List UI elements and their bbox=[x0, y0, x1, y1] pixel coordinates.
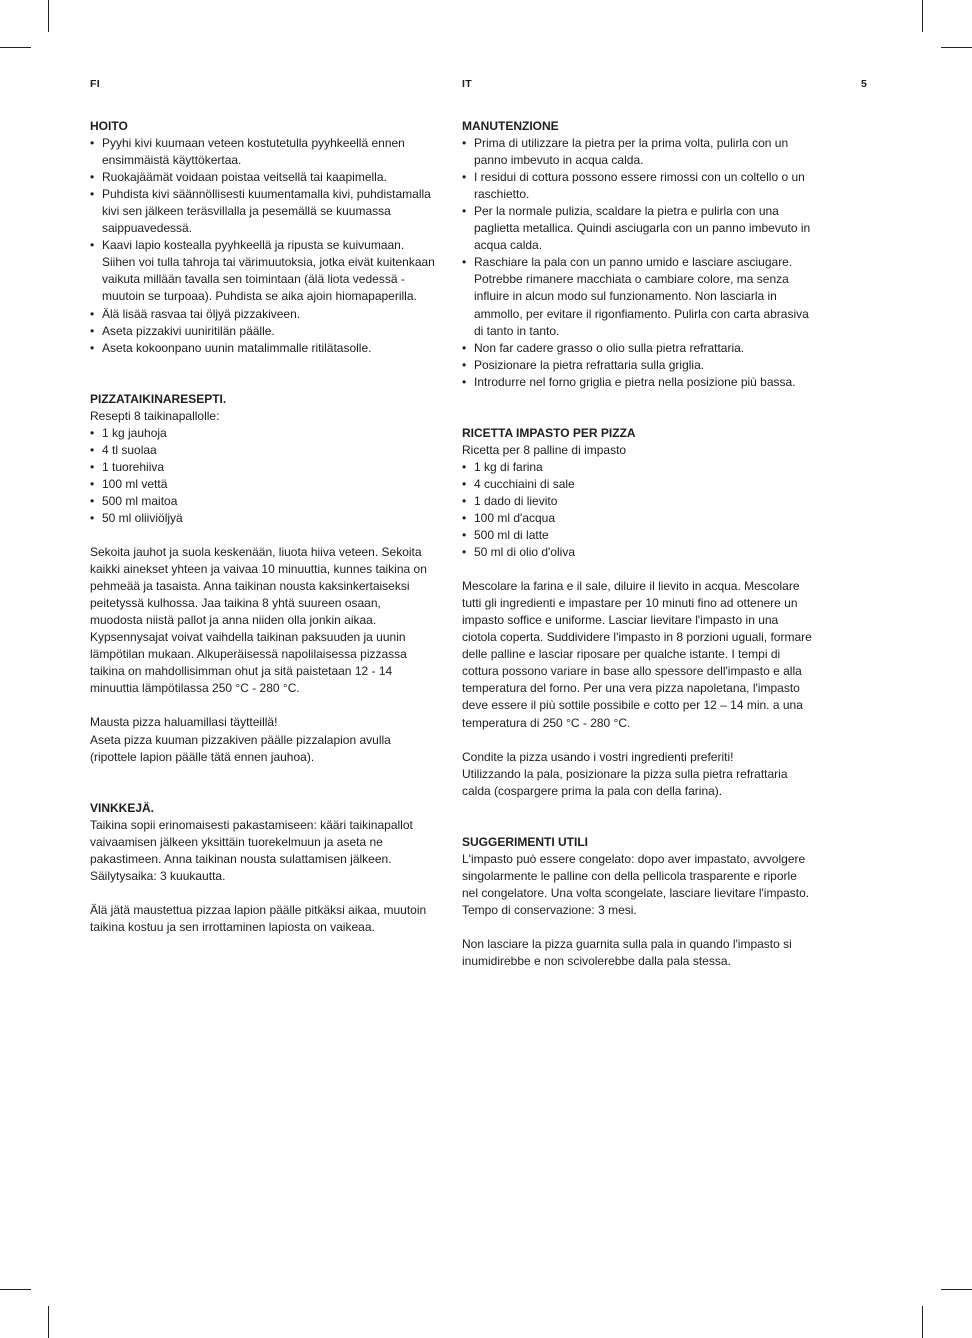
recipe-intro: Resepti 8 taikinapallolle: bbox=[90, 408, 220, 423]
list-item: • Aseta pizzakivi uuniritilän päälle. bbox=[90, 323, 435, 340]
crop-mark bbox=[941, 1289, 972, 1290]
crop-mark bbox=[48, 0, 49, 32]
recipe-intro: Ricetta per 8 palline di impasto bbox=[462, 442, 627, 457]
language-label-fi: FI bbox=[90, 78, 100, 90]
list-item: • 500 ml di latte bbox=[462, 527, 812, 544]
ingredient-list bbox=[90, 425, 435, 527]
recipe-serving bbox=[90, 714, 435, 765]
crop-mark bbox=[922, 0, 923, 32]
list-item: • 50 ml di olio d'oliva bbox=[462, 544, 812, 561]
tip-paragraph: L'impasto può essere congelato: dopo aver impastato, avvolgere singolarmente le palline con della pellicola trasparente e riporle nel congelatore. Una volta scongelate, lasciare lievitare l'impasto. Tempo di conservazione: 3 mesi. bbox=[462, 851, 810, 917]
crop-mark bbox=[48, 1306, 49, 1338]
list-item: • 1 dado di lievito bbox=[462, 493, 812, 510]
list-item: • Aseta kokoonpano uunin matalimmalle ritilätasolle. bbox=[90, 340, 435, 357]
list-item: • Kaavi lapio kostealla pyyhkeellä ja ripusta se kuivumaan. Siihen voi tulla tahroja tai värimuutoksia, jotka eivät kuitenkaan vaikuta millään tavalla sen toimintaan (älä liota vedessä - muutoin se turpoaa). Puhdista se aika ajoin hiomapaperilla. bbox=[90, 237, 435, 305]
list-item: • 500 ml maitoa bbox=[90, 493, 435, 510]
section-tips bbox=[90, 800, 435, 936]
list-item: • Puhdista kivi säännöllisesti kuumentamalla kivi, puhdistamalla kivi sen jälkeen teräsvillalla ja pesemällä se kuumassa saippuavedessä. bbox=[90, 186, 435, 237]
list-item: • Pyyhi kivi kuumaan veteen kostutetulla pyyhkeellä ennen ensimmäistä käyttökertaa. bbox=[90, 135, 435, 169]
recipe-method: Mescolare la farina e il sale, diluire il lievito in acqua. Mescolare tutti gli ingredienti e impastare per 10 minuti fino ad ottenere un impasto soffice e uniforme. Lasciar lievitare l'impasto in una ciotola coperta. Suddividere l'impasto in 8 porzioni uguali, formare delle palline e lasciar riposare per qualche istante. I tempi di cottura possono variare in base allo spessore dell'impasto e alla temperatura del forno. Per una vera pizza napoletana, l'impasto deve essere il più sottile possibile e cotto per 12 – 14 min. a una temperatura di 250 °C - 280 °C. bbox=[462, 579, 812, 730]
list-item: • 1 kg jauhoja bbox=[90, 425, 435, 442]
list-item: • 1 tuorehiiva bbox=[90, 459, 435, 476]
language-label-it: IT bbox=[462, 78, 472, 90]
list-item: • 50 ml oliiviöljyä bbox=[90, 510, 435, 527]
list-item: • Non far cadere grasso o olio sulla pietra refrattaria. bbox=[462, 340, 812, 357]
list-item: • 100 ml d'acqua bbox=[462, 510, 812, 527]
crop-mark bbox=[922, 1306, 923, 1338]
list-item: • Posizionare la pietra refrattaria sulla griglia. bbox=[462, 357, 812, 374]
crop-mark bbox=[941, 47, 972, 48]
section-title: HOITO bbox=[90, 119, 128, 133]
serving-line: Aseta pizza kuuman pizzakiven päälle pizzalapion avulla (ripottele lapion päälle tätä ennen jauhoa). bbox=[90, 732, 391, 764]
section-tips bbox=[462, 834, 812, 970]
list-item: • Raschiare la pala con un panno umido e lasciare asciugare. Potrebbe rimanere macchiata o cambiare colore, ma senza influire in alcun modo sul funzionamento. Non lasciarla in ammollo, per evitare il rigonfiamento. Pulirla con carta abrasiva di tanto in tanto. bbox=[462, 254, 812, 339]
ingredient-list bbox=[462, 459, 812, 561]
list-item: • I residui di cottura possono essere rimossi con un coltello o un raschietto. bbox=[462, 169, 812, 203]
serving-line: Mausta pizza haluamillasi täytteillä! bbox=[90, 715, 278, 730]
section-title: MANUTENZIONE bbox=[462, 119, 559, 133]
section-title: SUGGERIMENTI UTILI bbox=[462, 834, 588, 849]
care-list bbox=[462, 135, 812, 391]
crop-mark bbox=[0, 1289, 31, 1290]
tip-paragraph: Taikina sopii erinomaisesti pakastamiseen: kääri taikinapallot vaivaamisen jälkeen yksittäin tuorekelmuun ja aseta ne pakastimeen. Anna taikinan nousta sulattamisen jälkeen. Säilytysaika: 3 kuukautta. bbox=[90, 817, 413, 883]
section-recipe bbox=[462, 425, 812, 800]
list-item: • Introdurre nel forno griglia e pietra nella posizione più bassa. bbox=[462, 374, 812, 391]
recipe-method: Sekoita jauhot ja suola keskenään, liuota hiiva veteen. Sekoita kaikki ainekset yhteen ja vaivaa 10 minuuttia, kunnes taikina on pehmeää ja tasaista. Anna taikinan nousta kaksinkertaiseksi peitetyssä kulhossa. Jaa taikina 8 yhtä suureen osaan, muodosta niistä pallot ja anna niiden olla jonkin aikaa. Kypsennysajat voivat vaihdella taikinan paksuuden ja uunin lämpötilan mukaan. Alkuperäisessä napolilaisessa pizzassa taikina on mahdollisimman ohut ja sitä paistetaan 12 - 14 minuuttia lämpötilassa 250 °C - 280 °C. bbox=[90, 545, 427, 696]
tip-paragraph: Non lasciare la pizza guarnita sulla pala in quando l'impasto si inumidirebbe e non scivolerebbe dalla pala stessa. bbox=[462, 936, 792, 968]
list-item: • 1 kg di farina bbox=[462, 459, 812, 476]
section-hoito bbox=[90, 118, 435, 357]
list-item: • Ruokajäämät voidaan poistaa veitsellä tai kaapimella. bbox=[90, 169, 435, 186]
serving-line: Utilizzando la pala, posizionare la pizza sulla pietra refrattaria calda (cospargere prima la pala con della farina). bbox=[462, 766, 788, 798]
care-list bbox=[90, 135, 435, 357]
section-manutenzione bbox=[462, 118, 812, 391]
page-number: 5 bbox=[861, 78, 868, 90]
crop-mark bbox=[0, 47, 31, 48]
list-item: • Per la normale pulizia, scaldare la pietra e pulirla con una paglietta metallica. Quindi asciugarla con un panno imbevuto in acqua calda. bbox=[462, 203, 812, 254]
list-item: • 4 tl suolaa bbox=[90, 442, 435, 459]
column-finnish bbox=[90, 118, 435, 936]
column-italian bbox=[462, 118, 812, 970]
section-title: VINKKEJÄ. bbox=[90, 800, 155, 815]
list-item: • 100 ml vettä bbox=[90, 476, 435, 493]
list-item: • Älä lisää rasvaa tai öljyä pizzakiveen. bbox=[90, 306, 435, 323]
list-item: • 4 cucchiaini di sale bbox=[462, 476, 812, 493]
section-recipe bbox=[90, 391, 435, 766]
tip-paragraph: Älä jätä maustettua pizzaa lapion päälle pitkäksi aikaa, muutoin taikina kostuu ja sen irrottaminen lapiosta on vaikeaa. bbox=[90, 902, 427, 934]
list-item: • Prima di utilizzare la pietra per la prima volta, pulirla con un panno imbevuto in acqua calda. bbox=[462, 135, 812, 169]
section-title: RICETTA IMPASTO PER PIZZA bbox=[462, 425, 636, 440]
serving-line: Condite la pizza usando i vostri ingredienti preferiti! bbox=[462, 749, 734, 764]
section-title: PIZZATAIKINARESEPTI. bbox=[90, 391, 227, 406]
recipe-serving bbox=[462, 749, 812, 800]
